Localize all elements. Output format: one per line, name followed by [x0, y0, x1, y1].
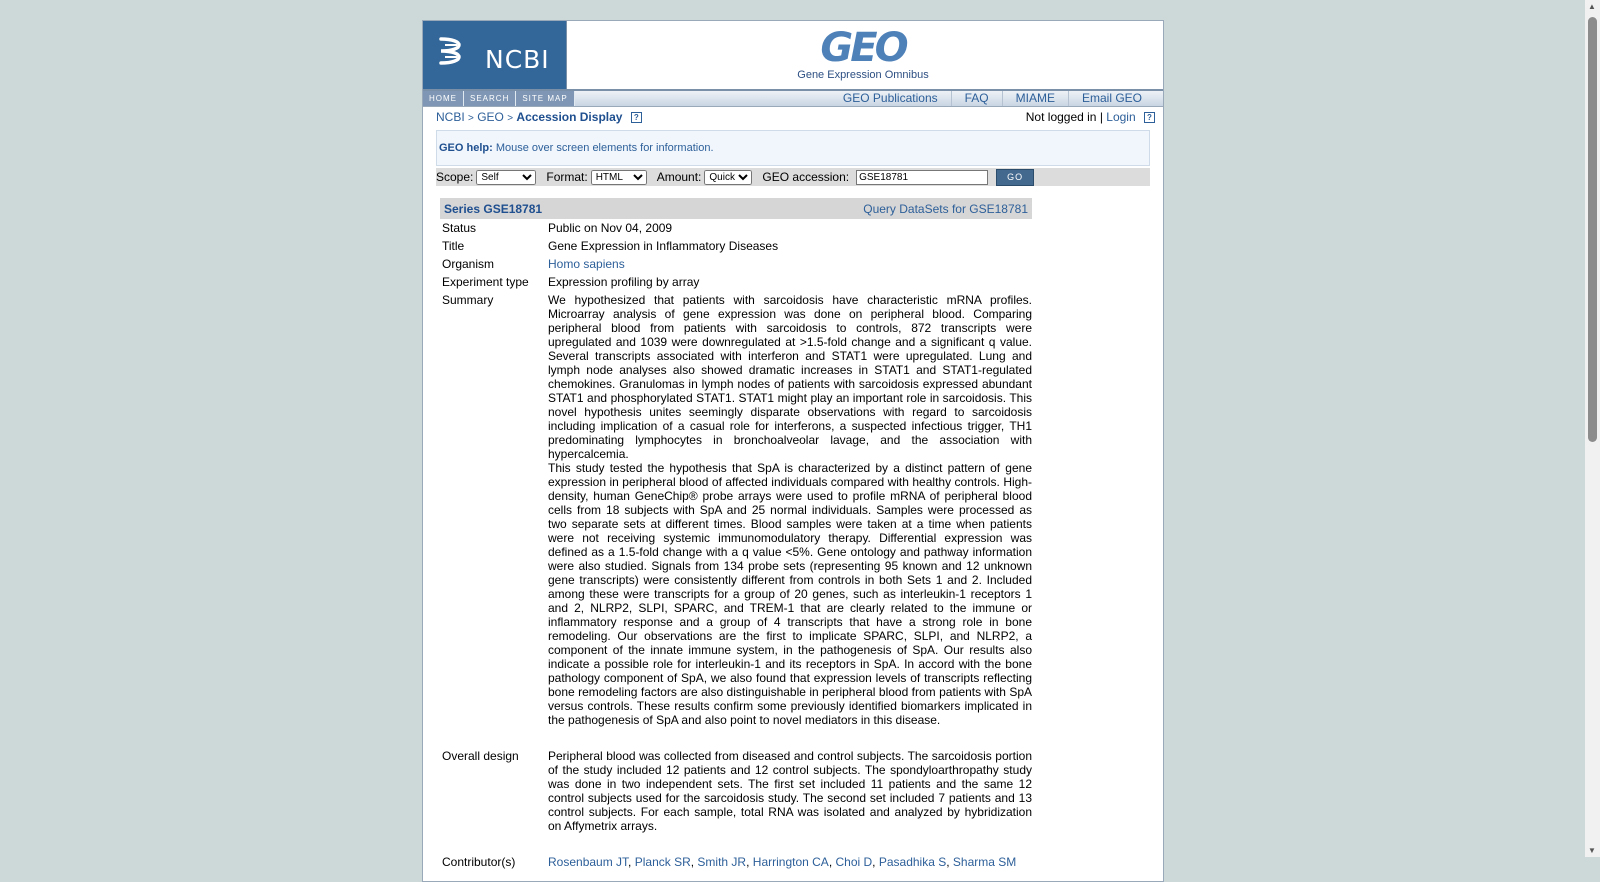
geo-logo-text: GEO — [820, 25, 906, 71]
accession-label: GEO accession: — [762, 170, 850, 184]
go-button[interactable]: GO — [996, 169, 1034, 186]
contributor-link[interactable]: Rosenbaum JT — [548, 855, 629, 869]
scope-select[interactable] — [476, 170, 536, 185]
breadcrumb — [436, 110, 642, 124]
geo-help-label: GEO help: — [439, 142, 493, 154]
vertical-scrollbar[interactable] — [1585, 0, 1600, 857]
geo-logo-subtitle: Gene Expression Omnibus — [797, 69, 929, 81]
summary-paragraph: We hypothesized that patients with sarcoidosis have characteristic mRNA profiles. Microarray analysis of gene expression was done on peripheral blood. Comparing peripheral blood from patients with sarcoidosis to controls, 872 transcripts were upregulated and 1039 were downregulated at >1.5-fold change and a significant q value. Several transcripts associated with interferon and STAT1 were upregulated. Lung and lymph node analyses also showed dramatic increases in STAT1 and STAT1-regulated chemokines. Granulomas in lymph nodes of patients with sarcoidosis expressed abundant STAT1 and phosphorylated STAT1. STAT1 might play an important role in sarcoidosis. This novel hypothesis unites seemingly disparate observations with regard to sarcoidosis including implication of a casual role for interferons, a suspected infectious trigger, TH1 predominating lymphocytes in bronchoalveolar lavage, and the association with hypercalcemia. — [548, 293, 1032, 461]
format-label: Format: — [546, 170, 588, 184]
help-icon[interactable]: ? — [631, 112, 642, 123]
site-map-button[interactable]: SITE MAP — [516, 91, 574, 106]
status-value: Public on Nov 04, 2009 — [548, 221, 673, 235]
table-row — [440, 275, 1032, 289]
scrollbar-thumb[interactable] — [1588, 17, 1597, 442]
table-row — [440, 293, 1032, 727]
series-title: Series GSE18781 — [444, 202, 543, 216]
table-row — [440, 239, 1032, 253]
ncbi-logo[interactable] — [423, 21, 567, 89]
contributor-link[interactable]: Planck SR — [634, 855, 691, 869]
accession-input[interactable] — [856, 170, 988, 185]
breadcrumb-row — [423, 107, 1163, 127]
search-button[interactable]: SEARCH — [464, 91, 516, 106]
login-link[interactable]: Login — [1106, 110, 1136, 124]
geo-help-box — [436, 130, 1150, 166]
experiment-type-value: Expression profiling by array — [548, 275, 700, 289]
scope-label: Scope: — [436, 170, 474, 184]
status-label: Status — [442, 221, 477, 235]
geo-publications-link[interactable]: GEO Publications — [842, 91, 938, 105]
experiment-type-label: Experiment type — [442, 275, 529, 289]
format-select[interactable] — [591, 170, 647, 185]
breadcrumb-current: Accession Display — [516, 110, 623, 124]
summary-paragraph: This study tested the hypothesis that SpA is characterized by a distinct pattern of gene expression in peripheral blood of affected individuals compared with healthy controls. High-density, human GeneChip® probe arrays were used to profile mRNA of peripheral blood cells from 18 subjects with SpA and 25 normal individuals. Samples were processed as two separate sets at different times. Blood samples were taken at a time when patients were not receiving systemic immunomodulatory therapy. Differential expression was defined as a 1.5-fold change with a q value <5%. Gene ontology and pathway information were also studied. Signals from 134 probe sets (representing 95 known and 12 unknown gene transcripts) were consistently different from controls in both Sets 1 and 2. Included among these were transcripts for a group of 20 genes, such as interleukin-1 receptors 1 and 2, NLRP2, SLPI, SPARC, and TREM-1 that are clearly related to the immune or inflammatory response and a group of 4 transcripts that have a strong role in bone remodeling. Our observations are the first to implicate SPARC, SLPI, and NLRP2, a component of the innate immune system, in the pathogenesis of SpA. Our results also indicate a possible role for interleukin-1 and its receptors in SpA. In accord with the bone pathology component of SpA, we also found that expression levels of transcripts reflecting bone remodeling factors are also distinguishable in peripheral blood from patients with SpA versus controls. These results confirm some previously identified biomarkers implicated in the pathogenesis of SpA and also point to novel mediators in this disease. — [548, 461, 1032, 727]
contributors-label: Contributor(s) — [442, 855, 516, 869]
overall-design-label: Overall design — [442, 749, 519, 763]
breadcrumb-geo[interactable]: GEO — [477, 110, 504, 124]
title-label: Title — [442, 239, 465, 253]
contributors-list: Rosenbaum JT, Planck SR, Smith JR, Harrington CA, Choi D, Pasadhika S, Sharma SM — [548, 855, 1017, 869]
summary-label: Summary — [442, 293, 494, 307]
ncbi-logo-text: NCBI — [485, 45, 550, 74]
breadcrumb-ncbi[interactable]: NCBI — [436, 110, 465, 124]
amount-label: Amount: — [656, 170, 702, 184]
contributor-link[interactable]: Harrington CA — [752, 855, 829, 869]
breadcrumb-separator: > — [507, 113, 514, 124]
header — [423, 21, 1163, 91]
table-row — [440, 221, 1032, 235]
home-button[interactable]: HOME — [423, 91, 464, 106]
geo-help-text: Mouse over screen elements for information. — [495, 142, 714, 154]
contributor-link[interactable]: Smith JR — [697, 855, 747, 869]
contributor-link[interactable]: Pasadhika S — [878, 855, 947, 869]
amount-select[interactable] — [704, 170, 752, 185]
title-value: Gene Expression in Inflammatory Diseases — [548, 239, 779, 253]
accession-controls — [436, 168, 1150, 186]
page-frame — [422, 20, 1164, 882]
geo-logo[interactable] — [793, 25, 933, 87]
organism-link[interactable]: Homo sapiens — [548, 257, 625, 271]
query-datasets-link[interactable]: Query DataSets for GSE18781 — [863, 202, 1028, 216]
faq-link[interactable]: FAQ — [951, 91, 1002, 106]
series-header — [440, 198, 1032, 219]
login-status-text: Not logged in | — [1025, 110, 1103, 124]
dna-helix-icon — [435, 33, 471, 73]
contributor-link[interactable]: Sharma SM — [952, 855, 1017, 869]
scroll-up-icon[interactable]: ▲ — [1588, 2, 1596, 11]
login-help-icon[interactable]: ? — [1144, 112, 1155, 123]
miame-link[interactable]: MIAME — [1002, 91, 1068, 106]
organism-label: Organism — [442, 257, 495, 271]
overall-design-value: Peripheral blood was collected from diseased and control subjects. The sarcoidosis portion of the study included 12 patients and 12 control subjects. The spondyloarthropathy study was done in two independent sets. The first set included 11 patients and the same 12 control subjects used for the sarcoidosis study. The second set included 7 patients and 13 control subjects. For each sample, total RNA was isolated and analyzed by hybridization on Affymetrix arrays. — [548, 749, 1032, 833]
login-status — [1026, 110, 1155, 124]
series-table — [440, 198, 1032, 869]
email-geo-link[interactable]: Email GEO — [1068, 91, 1155, 106]
table-row — [440, 855, 1032, 869]
contributor-link[interactable]: Choi D — [835, 855, 873, 869]
breadcrumb-separator: > — [468, 113, 474, 124]
scroll-down-icon[interactable]: ▼ — [1588, 846, 1596, 855]
table-row — [440, 257, 1032, 271]
table-row — [440, 749, 1032, 833]
nav-bar — [423, 91, 1163, 107]
